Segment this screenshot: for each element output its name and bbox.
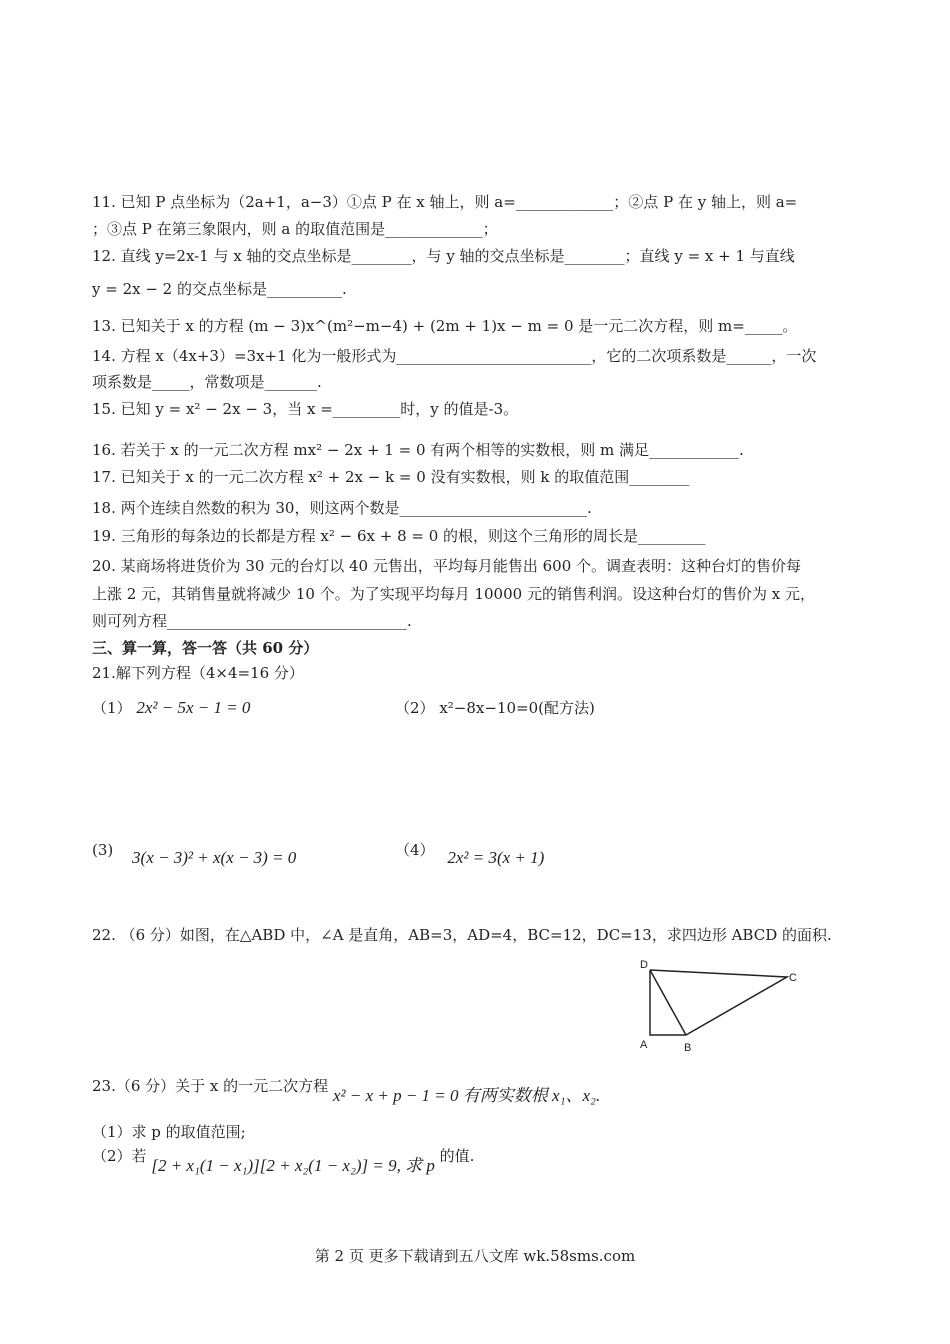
q21-part2-equation: x²−8x−10=0(配方法) [439,699,595,717]
page-footer: 第 2 页 更多下载请到五八文库 wk.58sms.com [314,1247,636,1265]
q16: 16. 若关于 x 的一元二次方程 mx² − 2x + 1 = 0 有两个相等的实数根，则 m 满足____________. [92,441,744,459]
q15: 15. 已知 y = x² − 2x − 3，当 x =_________时，y 的值是-3。 [92,400,519,418]
q11-line2: ；③点 P 在第三象限内，则 a 的取值范围是_____________； [92,220,498,238]
q23-part2-equation: [2 + x₁(1 − x₁)][2 + x₂(1 − x₂)] = 9, 求 p [151,1156,435,1175]
q23-intro: 23.（6 分）关于 x 的一元二次方程 [92,1077,329,1095]
section3-title: 三、算一算，答一答（共 60 分） [92,639,319,657]
label-d: D [640,959,648,971]
q23-part2-suffix: 的值. [439,1147,475,1165]
q20-line1: 20. 某商场将进货价为 30 元的台灯以 40 元售出，平均每月能售出 600 个。调查表明：这种台灯的售价每 [92,557,802,575]
q23-part2 [92,1146,475,1175]
q21-part1-equation: 2x² − 5x − 1 = 0 [136,698,251,717]
q11-line1: 11. 已知 P 点坐标为（2a+1，a−3）①点 P 在 x 轴上，则 a=_____________；②点 P 在 y 轴上，则 a= [92,193,798,211]
q21-part3-label: (3) [92,841,114,859]
q21-part4-equation: 2x² = 3(x + 1) [447,848,545,867]
q21-part3-equation: 3(x − 3)² + x(x − 3) = 0 [132,848,297,867]
q21-part2 [395,698,595,718]
q22-text: 22. （6 分）如图，在△ABD 中，∠A 是直角，AB=3，AD=4，BC=12，DC=13，求四边形 ABCD 的面积. [92,926,832,944]
q23-part2-prefix: （2）若 [92,1147,147,1165]
q21-part1-label: （1） [92,699,132,717]
label-b: B [684,1042,692,1054]
q21-part4 [395,840,545,867]
q21-part3 [92,840,297,867]
q14-line1: 14. 方程 x（4x+3）=3x+1 化为一般形式为__________________________，它的二次项系数是______，一次 [92,347,817,365]
q23-equation: x² − x + p − 1 = 0 有两实数根 x₁、x₂. [332,1086,601,1105]
label-c: C [789,972,797,984]
diagonal-bd [650,970,686,1035]
q18: 18. 两个连续自然数的积为 30，则这两个数是_________________________. [92,499,592,517]
q12-line2: y = 2x − 2 的交点坐标是__________. [92,280,347,298]
q21-title: 21.解下列方程（4×4=16 分） [92,664,304,682]
q23-line1 [92,1076,601,1105]
q21-part2-label: （2） [395,699,435,717]
figure-outline [650,970,787,1035]
q19: 19. 三角形的每条边的长都是方程 x² − 6x + 8 = 0 的根，则这个三角形的周长是_________ [92,527,706,545]
q23-part1: （1）求 p 的取值范围; [92,1123,246,1141]
q20-line3: 则可列方程________________________________. [92,612,412,630]
q21-part4-label: （4） [395,841,435,859]
q14-line2: 项系数是_____，常数项是_______. [92,373,322,391]
q13: 13. 已知关于 x 的方程 (m − 3)x^(m²−m−4) + (2m + 1)x − m = 0 是一元二次方程，则 m=_____。 [92,317,798,335]
q12-line1: 12. 直线 y=2x-1 与 x 轴的交点坐标是________，与 y 轴的交点坐标是________；直线 y = x + 1 与直线 [92,247,795,265]
quadrilateral-figure [632,955,807,1060]
q17: 17. 已知关于 x 的一元二次方程 x² + 2x − k = 0 没有实数根，则 k 的取值范围________ [92,468,690,486]
q21-part1 [92,698,250,718]
label-a: A [640,1039,648,1051]
q20-line2: 上涨 2 元，其销售量就将减少 10 个。为了实现平均每月 10000 元的销售利润。设这种台灯的售价为 x 元， [92,585,815,603]
